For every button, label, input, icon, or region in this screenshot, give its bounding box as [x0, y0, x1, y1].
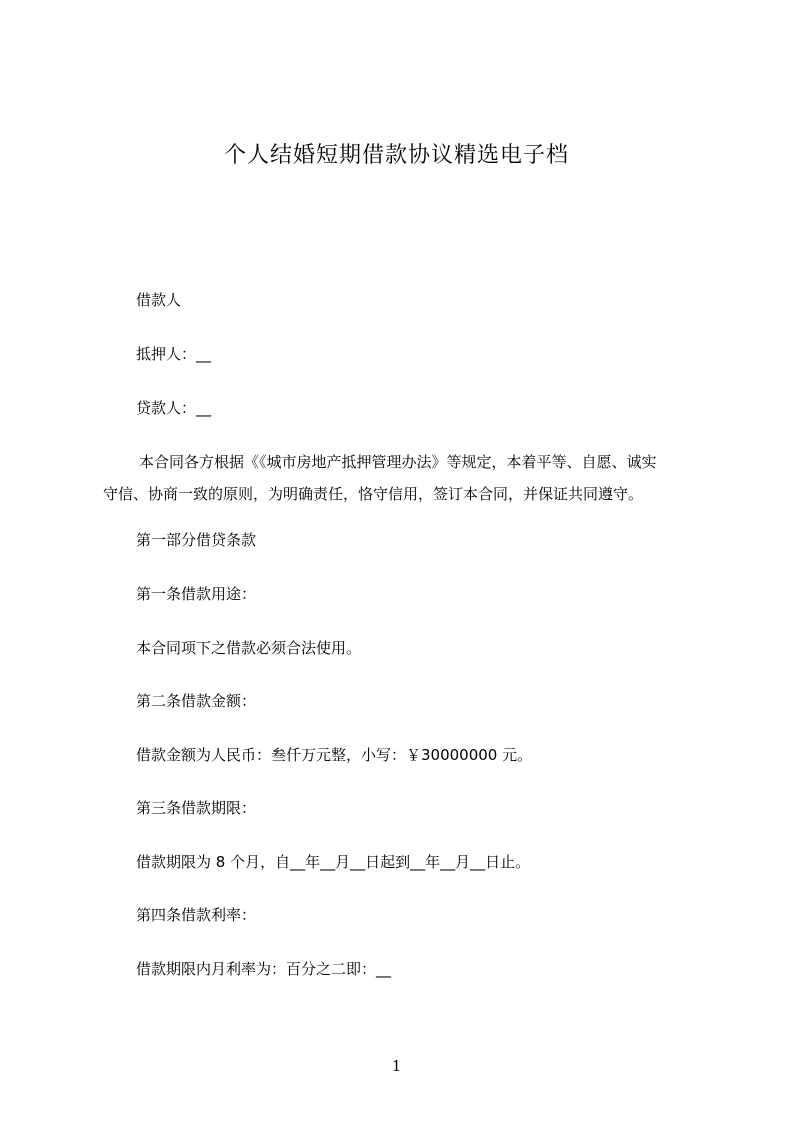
part1-heading: 第一部分借贷条款: [136, 531, 257, 549]
borrower-label: 借款人: [136, 291, 182, 309]
article1-heading: 第一条借款用途：: [136, 585, 257, 603]
article4-body: 借款期限内月利率为：百分之二即：__: [136, 960, 392, 978]
article2-body: 借款金额为人民币：叁仟万元整，小写：￥30000000 元。: [136, 746, 533, 764]
preamble-paragraph: [103, 446, 703, 510]
document-title: 个人结婚短期借款协议精选电子档: [223, 143, 569, 168]
lender-field: 贷款人：__: [136, 399, 212, 417]
page-number: 1: [391, 1057, 402, 1075]
article3-body: 借款期限为 8 个月，自__年__月__日起到__年__月__日止。: [136, 853, 531, 871]
preamble-line-1: 本合同各方根据《《城市房地产抵押管理办法》等规定，本着平等、自愿、诚实: [139, 453, 657, 471]
article2-heading: 第二条借款金额：: [136, 692, 257, 710]
article4-heading: 第四条借款利率：: [136, 906, 257, 924]
preamble-line-2: 守信、协商一致的原则，为明确责任，恪守信用，签订本合同，并保证共同遵守。: [103, 485, 644, 503]
article1-body: 本合同项下之借款必须合法使用。: [136, 639, 362, 657]
mortgagor-field: 抵押人：__: [136, 345, 212, 363]
article3-heading: 第三条借款期限：: [136, 799, 257, 817]
